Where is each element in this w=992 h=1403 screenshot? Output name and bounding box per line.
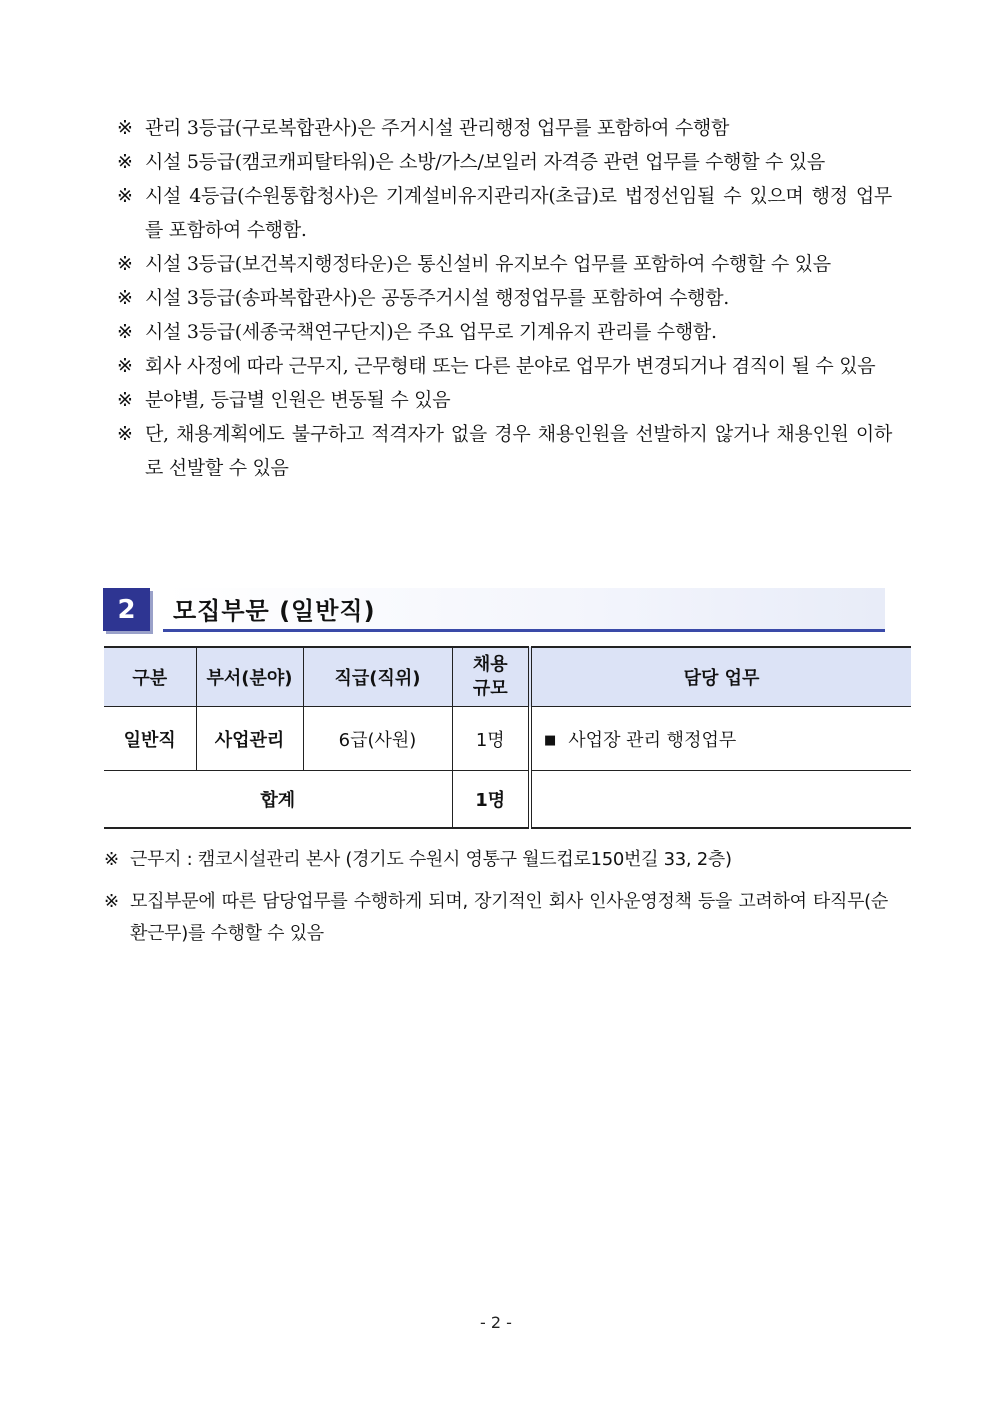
note-item: [117, 383, 892, 417]
section-heading: [103, 588, 885, 634]
header-department: 부서(분야): [196, 647, 303, 707]
bottom-notes-list: [104, 844, 888, 950]
cell-grade: 6급(사원): [303, 707, 452, 771]
cell-department: 사업관리: [196, 707, 303, 771]
header-duty: 담당 업무: [530, 647, 911, 707]
note-item: [117, 111, 892, 145]
note-item: [104, 886, 888, 950]
bullet-icon: ■: [544, 732, 557, 748]
note-item: [117, 315, 892, 349]
reference-mark: ※: [117, 151, 133, 173]
reference-mark: ※: [104, 849, 119, 870]
section-title: 모집부문 (일반직): [173, 597, 376, 625]
reference-mark: ※: [117, 423, 133, 445]
note-text: 시설 3등급(보건복지행정타운)은 통신설비 유지보수 업무를 포함하여 수행할 수 있음: [145, 253, 831, 275]
section-number-badge: 2: [103, 588, 150, 631]
reference-mark: ※: [104, 891, 119, 912]
reference-mark: ※: [117, 287, 133, 309]
note-text: 단, 채용계획에도 불구하고 적격자가 없을 경우 채용인원을 선발하지 않거나 채용인원 이하로 선발할 수 있음: [145, 423, 892, 479]
reference-mark: ※: [117, 355, 133, 377]
note-text: 모집부문에 따른 담당업무를 수행하게 되며, 장기적인 회사 인사운영정책 등을 고려하여 타직무(순환근무)를 수행할 수 있음: [130, 891, 888, 944]
note-item: [117, 349, 892, 383]
note-item: [117, 281, 892, 315]
reference-mark: ※: [117, 321, 133, 343]
header-category: 구분: [104, 647, 196, 707]
cell-duty: [530, 707, 911, 771]
note-text: 회사 사정에 따라 근무지, 근무형태 또는 다른 분야로 업무가 변경되거나 겸직이 될 수 있음: [145, 355, 876, 377]
top-notes-list: [117, 111, 892, 485]
header-grade: 직급(직위): [303, 647, 452, 707]
reference-mark: ※: [117, 185, 133, 207]
cell-headcount: 1명: [452, 707, 530, 771]
header-headcount-text: 채용 규모: [472, 654, 508, 699]
section-title-bar: [163, 588, 885, 632]
table-row: [104, 707, 911, 771]
duty-text: 사업장 관리 행정업무: [568, 729, 737, 751]
note-item: [117, 179, 892, 247]
note-text: 시설 3등급(송파복합관사)은 공동주거시설 행정업무를 포함하여 수행함.: [145, 287, 730, 309]
header-headcount: [452, 647, 530, 707]
total-label: 합계: [104, 771, 452, 829]
reference-mark: ※: [117, 389, 133, 411]
note-text: 시설 5등급(캠코캐피탈타워)은 소방/가스/보일러 자격증 관련 업무를 수행할 수 있음: [145, 151, 825, 173]
note-item: [104, 844, 888, 876]
note-text: 시설 4등급(수원통합청사)은 기계설비유지관리자(초급)로 법정선임될 수 있으며 행정 업무를 포함하여 수행함.: [145, 185, 892, 241]
note-item: [117, 417, 892, 485]
reference-mark: ※: [117, 117, 133, 139]
note-text: 분야별, 등급별 인원은 변동될 수 있음: [145, 389, 451, 411]
note-text: 시설 3등급(세종국책연구단지)은 주요 업무로 기계유지 관리를 수행함.: [145, 321, 717, 343]
note-item: [117, 145, 892, 179]
table-total-row: [104, 771, 911, 829]
total-empty-cell: [530, 771, 911, 829]
note-text: 관리 3등급(구로복합관사)은 주거시설 관리행정 업무를 포함하여 수행함: [145, 117, 730, 139]
note-text: 근무지 : 캠코시설관리 본사 (경기도 수원시 영통구 월드컵로150번길 33, 2층): [130, 849, 732, 870]
reference-mark: ※: [117, 253, 133, 275]
recruitment-table: [104, 646, 911, 829]
page-number: - 2 -: [480, 1313, 512, 1332]
table-header-row: [104, 647, 911, 707]
cell-category: 일반직: [104, 707, 196, 771]
note-item: [117, 247, 892, 281]
total-headcount: 1명: [452, 771, 530, 829]
